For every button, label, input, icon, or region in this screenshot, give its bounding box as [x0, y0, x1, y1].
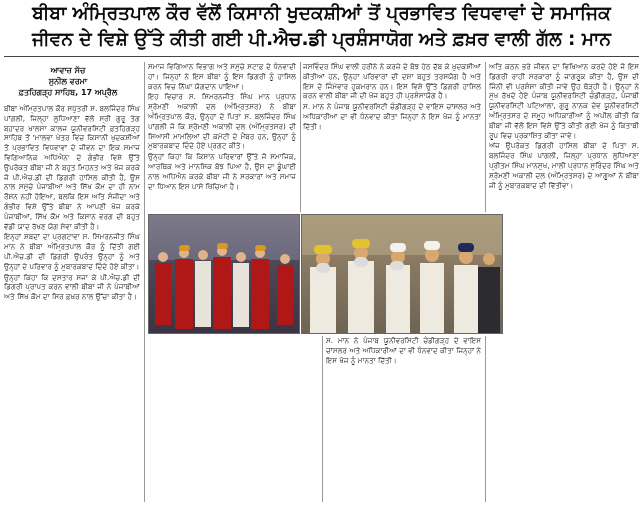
graduation-ceremony-photo: [148, 214, 300, 334]
column-divider: [300, 62, 301, 212]
headline-line-2: ਜੀਵਨ ਦੇ ਵਿਸ਼ੇ ਉੱਤੇ ਕੀਤੀ ਗਈ ਪੀ.ਐਚ.ਡੀ ਪ੍ਰਸ਼ੰਸਾਯੋਗ ਅਤੇ ਫ਼ਖ਼ਰ ਵਾਲੀ ਗੱਲ : ਮਾਨ: [32, 29, 611, 50]
byline: [12, 65, 124, 98]
article-column-3: [303, 62, 481, 212]
article-column-4: [489, 62, 639, 502]
column-divider: [485, 336, 486, 502]
article-column-3-continued: [326, 336, 481, 502]
byline-source: ਆਵਾਜ਼ ਸੱਚ: [50, 66, 86, 75]
column-2-paragraph: ਸਮਾਜ ਵਿਗਿਆਨ ਵਿਭਾਗ ਅਤੇ ਸਮੁੱਚੇ ਸਟਾਫ਼ ਦੇ ਧੰਨਵਾਦੀ ਹਾਂ। ਜਿਨ੍ਹਾਂ ਨੇ ਇਸ ਬੀਬਾ ਨੂੰ ਇਸ ਡਿਗਰੀ ਨੂੰ ਹਾਸਿਲ ਕਰਨ ਵਿਚ ਨਿੱਘਾ ਯੋਗਦਾਨ ਪਾਇਆ।: [148, 62, 296, 91]
article-column-2-continued: [148, 336, 318, 502]
column-1-paragraph: ਬੀਬਾ ਅੰਮ੍ਰਿਤਪਾਲ ਕੌਰ ਸਪੁੱਤਰੀ ਸ. ਬਲਜਿੰਦਰ ਸਿੰਘ ਪਾਂਗਲੀ, ਜਿਲ੍ਹਾ ਲੁਧਿਆਣਾ ਵੱਲੋਂ ਸ੍ਰੀ ਗੁਰੂ ਤੇਗ ਬਹਾਦਰ ਖਾਲਸਾ ਕਾਲਜ ਯੂਨੀਵਰਸਿਟੀ ਫ਼ਤਹਿਗੜ੍ਹ ਸਾਹਿਬ ਤੋਂ 'ਮਾਲਵਾ ਖੇਤਰ ਵਿਚ ਕਿਸਾਨੀ ਖੁਦਕਸ਼ੀਆਂ ਤੋਂ ਪ੍ਰਭਾਵਿਤ ਵਿਧਵਾਵਾਂ ਦੇ ਜੀਵਨ ਦਾ ਇਕ ਸਮਾਜ ਵਿਗਿਆਨਿਕ ਅਧਿਐਨ' ਦੇ ਗੰਭੀਰ ਵਿਸ਼ੇ ਉੱਤੇ ਉਪਰੋਕਤ ਬੀਬਾ ਜੀ ਨੇ ਬਹੁਤ ਮਿਹਨਤ ਅਤੇ ਖੋਜ ਕਰਕੇ ਜੋ ਪੀ.ਐਚ.ਡੀ ਦੀ ਡਿਗਰੀ ਹਾਸਿਲ ਕੀਤੀ ਹੈ, ਉਸ ਨਾਲ ਸਮੁੱਚੇ ਪੰਜਾਬੀਆਂ ਅਤੇ ਸਿੱਖ ਕੌਮ ਦਾ ਹੀ ਨਾਮ ਰੌਸ਼ਨ ਨਹੀਂ ਹੋਇਆ, ਬਲਕਿ ਇਸ ਅਤਿ ਸੰਜੀਦਾ ਅਤੇ ਗੰਭੀਰ ਵਿਸ਼ੇ ਉੱਤੇ ਬੀਬਾ ਨੇ ਆਪਣੀ ਖੋਜ ਕਰਕੇ ਪੰਜਾਬੀਆਂ, ਸਿੱਖ ਕੌਮ ਅਤੇ ਕਿਸਾਨ ਵਰਗ ਦੀ ਬਹੁਤ ਵੱਡੀ ਯਾਦ ਰੱਖਣ ਯੋਗ ਸੇਵਾ ਕੀਤੀ ਹੈ।: [4, 104, 140, 231]
headline-line-1: ਬੀਬਾ ਅੰਮ੍ਰਿਤਪਾਲ ਕੌਰ ਵੱਲੋਂ ਕਿਸਾਨੀ ਖੁਦਕਸ਼ੀਆਂ ਤੋਂ ਪ੍ਰਭਾਵਿਤ ਵਿਧਵਾਵਾਂ ਦੇ ਸਮਾਜਿਕ: [32, 3, 611, 24]
byline-dateline: ਫ਼ਤਹਿਗੜ੍ਹ ਸਾਹਿਬ, 17 ਅਪ੍ਰੈਲ: [18, 88, 118, 97]
column-4-paragraph: ਅੱਜ ਉਪਰੋਕਤ ਡਿਗਰੀ ਹਾਸਿਲ ਬੀਬਾ ਦੇ ਪਿਤਾ ਸ. ਬਲਜਿੰਦਰ ਸਿੰਘ ਪਾਂਗਲੀ, ਜਿਲ੍ਹਾ ਪ੍ਰਧਾਨ ਲੁਧਿਆਣਾ ਪ੍ਰੀਤਮ ਸਿੰਘ ਮਾਨਸੁਖ, ਮਾਲੀ ਪ੍ਰਧਾਨ ਸੁਰਿੰਦਰ ਸਿੰਘ ਅਤੇ ਸ਼੍ਰੋਮਣੀ ਅਕਾਲੀ ਦਲ (ਅੰਮ੍ਰਿਤਸਰ) ਦੇ ਆਗੂਆਂ ਨੇ ਬੀਬਾ ਜੀ ਨੂੰ ਮੁਬਾਰਕਬਾਦ ਦੀ ਵਿੱਤੀਵਾ।: [489, 141, 639, 190]
headline-divider: [4, 56, 639, 57]
column-divider: [322, 336, 323, 502]
column-3-continued-paragraph: ਸ. ਮਾਨ ਨੇ ਪੰਜਾਬ ਯੂਨੀਵਰਸਿਟੀ ਚੰਡੀਗੜ੍ਹ ਦੇ ਵਾਇਸ ਚਾਂਸਲਰ ਅਤੇ ਅਧਿਕਾਰੀਆਂ ਦਾ ਵੀ ਧੰਨਵਾਦ ਕੀਤਾ ਜਿਨ੍ਹਾਂ ਨੇ ਇਸ ਖੋਜ ਨੂੰ ਮਾਨਤਾ ਦਿੱਤੀ।: [326, 336, 481, 365]
article-column-2: [148, 62, 296, 212]
byline-author: ਸੁਨੀਲ ਵਰਮਾ: [48, 77, 88, 86]
graduation-photo-figures: [149, 215, 299, 333]
column-3-paragraph: ਜਸਵਿੰਦਰ ਸਿੰਘ ਵਾਲੀ ਹਰੀਨੇ ਨੇ ਕਰਜ਼ੇ ਦੇ ਬੋਝ ਹੇਠ ਦੱਬ ਕੇ ਖ਼ੁਦਕਸ਼ੀਆਂ ਕੀਤੀਆਂ ਹਨ, ਉਨ੍ਹਾਂ ਪਰਿਵਾਰਾਂ ਦੀ ਦਸ਼ਾ ਬਹੁਤ ਤਰਸਯੋਗ ਹੈ ਅਤੇ ਇਸ ਦੇ ਜਿੰਮੇਵਾਰ ਹੁਕਮਰਾਨ ਹਨ। ਇਸ ਵਿਸ਼ੇ ਉੱਤੇ ਡਿਗਰੀ ਹਾਸਿਲ ਕਰਨ ਵਾਲੀ ਬੀਬਾ ਜੀ ਦੀ ਖੋਜ ਬਹੁਤ ਹੀ ਪ੍ਰਸ਼ੰਸਾਯੋਗ ਹੈ।: [303, 62, 481, 101]
column-2-paragraph: ਉਨ੍ਹਾਂ ਕਿਹਾ ਕਿ ਕਿਸਾਨ ਪਰਿਵਾਰਾਂ ਉੱਤੇ ਜੋ ਸਮਾਜਿਕ, ਆਰਥਿਕ ਅਤੇ ਮਾਨਸਿਕ ਬੋਝ ਪਿਆ ਹੈ, ਉਸ ਦਾ ਡੂੰਘਾਈ ਨਾਲ ਅਧਿਐਨ ਕਰਕੇ ਬੀਬਾ ਜੀ ਨੇ ਸਰਕਾਰਾਂ ਅਤੇ ਸਮਾਜ ਦਾ ਧਿਆਨ ਇਸ ਪਾਸੇ ਖਿੱਚਿਆ ਹੈ।: [148, 152, 296, 191]
group-photo-figures: [302, 215, 502, 333]
article-column-1: [4, 104, 140, 502]
column-divider: [144, 62, 145, 502]
column-1-paragraph: ਉਨ੍ਹਾਂ ਕਿਹਾ ਕਿ ਦਸਤਾਰ ਸਜਾ ਕੇ ਪੀ.ਐਚ.ਡੀ ਦੀ ਡਿਗਰੀ ਪ੍ਰਾਪਤ ਕਰਨ ਵਾਲੀ ਬੀਬਾ ਜੀ ਨੇ ਪੰਜਾਬੀਆਂ ਅਤੇ ਸਿੱਖ ਕੌਮ ਦਾ ਸਿਰ ਫ਼ਖ਼ਰ ਨਾਲ ਉੱਚਾ ਕੀਤਾ ਹੈ।: [4, 272, 140, 302]
column-divider: [485, 62, 486, 212]
group-photo: [301, 214, 503, 334]
column-2-paragraph: ਇਹ ਵਿਚਾਰ ਸ. ਸਿਮਰਨਜੀਤ ਸਿੰਘ ਮਾਨ ਪ੍ਰਧਾਨ ਸ਼੍ਰੋਮਣੀ ਅਕਾਲੀ ਦਲ (ਅੰਮ੍ਰਿਤਸਰ) ਨੇ ਬੀਬਾ ਅੰਮ੍ਰਿਤਪਾਲ ਕੌਰ, ਉਨ੍ਹਾਂ ਦੇ ਪਿਤਾ ਸ. ਬਲਜਿੰਦਰ ਸਿੰਘ ਪਾਂਗਲੀ ਜੋ ਕਿ ਸ਼੍ਰੋਮਣੀ ਅਕਾਲੀ ਦਲ (ਅੰਮ੍ਰਿਤਸਰ) ਦੀ ਸਿਆਸੀ ਮਾਮਲਿਆਂ ਦੀ ਕਮੇਟੀ ਦੇ ਮੈਂਬਰ ਹਨ, ਉਨ੍ਹਾਂ ਨੂੰ ਮੁਬਾਰਕਬਾਦ ਦਿੰਦੇ ਹੋਏ ਪ੍ਰਗਟ ਕੀਤੇ।: [148, 92, 296, 151]
column-3-paragraph: ਸ. ਮਾਨ ਨੇ ਪੰਜਾਬ ਯੂਨੀਵਰਸਿਟੀ ਚੰਡੀਗੜ੍ਹ ਦੇ ਵਾਇਸ ਚਾਂਸਲਰ ਅਤੇ ਅਧਿਕਾਰੀਆਂ ਦਾ ਵੀ ਧੰਨਵਾਦ ਕੀਤਾ ਜਿਨ੍ਹਾਂ ਨੇ ਇਸ ਖੋਜ ਨੂੰ ਮਾਨਤਾ ਦਿੱਤੀ।: [303, 102, 481, 131]
column-1-paragraph: ਇਨ੍ਹਾਂ ਸ਼ਬਦਾਂ ਦਾ ਪ੍ਰਗਟਾਵਾ ਸ. ਸਿਮਰਨਜੀਤ ਸਿੰਘ ਮਾਨ ਨੇ ਬੀਬਾ ਅੰਮ੍ਰਿਤਪਾਲ ਕੌਰ ਨੂੰ ਦਿੱਤੀ ਗਈ ਪੀ.ਐਚ.ਡੀ ਦੀ ਡਿਗਰੀ ਉਪਰੰਤ ਉਨ੍ਹਾਂ ਨੂੰ ਅਤੇ ਉਨ੍ਹਾਂ ਦੇ ਪਰਿਵਾਰ ਨੂੰ ਮੁਬਾਰਕਬਾਦ ਦਿੰਦੇ ਹੋਏ ਕੀਤਾ।: [4, 232, 140, 271]
column-4-paragraph: ਅਤਿ ਕਠਨ ਭਰੇ ਜੀਵਨ ਦਾ ਵਿਖਿਆਨ ਕਰਦੇ ਹੋਏ ਜੋ ਇਸ ਡਿਗਰੀ ਰਾਹੀਂ ਸਰਕਾਰਾਂ ਨੂੰ ਜਾਗਰੂਕ ਕੀਤਾ ਹੈ, ਉਸ ਦੀ ਜਿੰਨੀ ਵੀ ਪ੍ਰਸ਼ੰਸਾ ਕੀਤੀ ਜਾਵੇ ਉਹ ਥੋੜ੍ਹੀ ਹੈ। ਉਨ੍ਹਾਂ ਨੇ ਮੁੱਖ ਰੱਖਦੇ ਹੋਏ ਪੰਜਾਬ ਯੂਨੀਵਰਸਿਟੀ ਚੰਡੀਗੜ੍ਹ, ਪੰਜਾਬੀ ਯੂਨੀਵਰਸਿਟੀ ਪਟਿਆਲਾ, ਗੁਰੂ ਨਾਨਕ ਦੇਵ ਯੂਨੀਵਰਸਿਟੀ ਅੰਮ੍ਰਿਤਸਰ ਦੇ ਸਮੂਹ ਅਧਿਕਾਰੀਆਂ ਨੂੰ ਅਪੀਲ ਕੀਤੀ ਕਿ ਬੀਬਾ ਜੀ ਵੱਲੋਂ ਇਸ ਵਿਸ਼ੇ ਉੱਤੇ ਕੀਤੀ ਗਈ ਖੋਜ ਨੂੰ ਕਿਤਾਬੀ ਰੂਪ ਵਿਚ ਪ੍ਰਕਾਸ਼ਿਤ ਕੀਤਾ ਜਾਵੇ।: [489, 62, 639, 140]
